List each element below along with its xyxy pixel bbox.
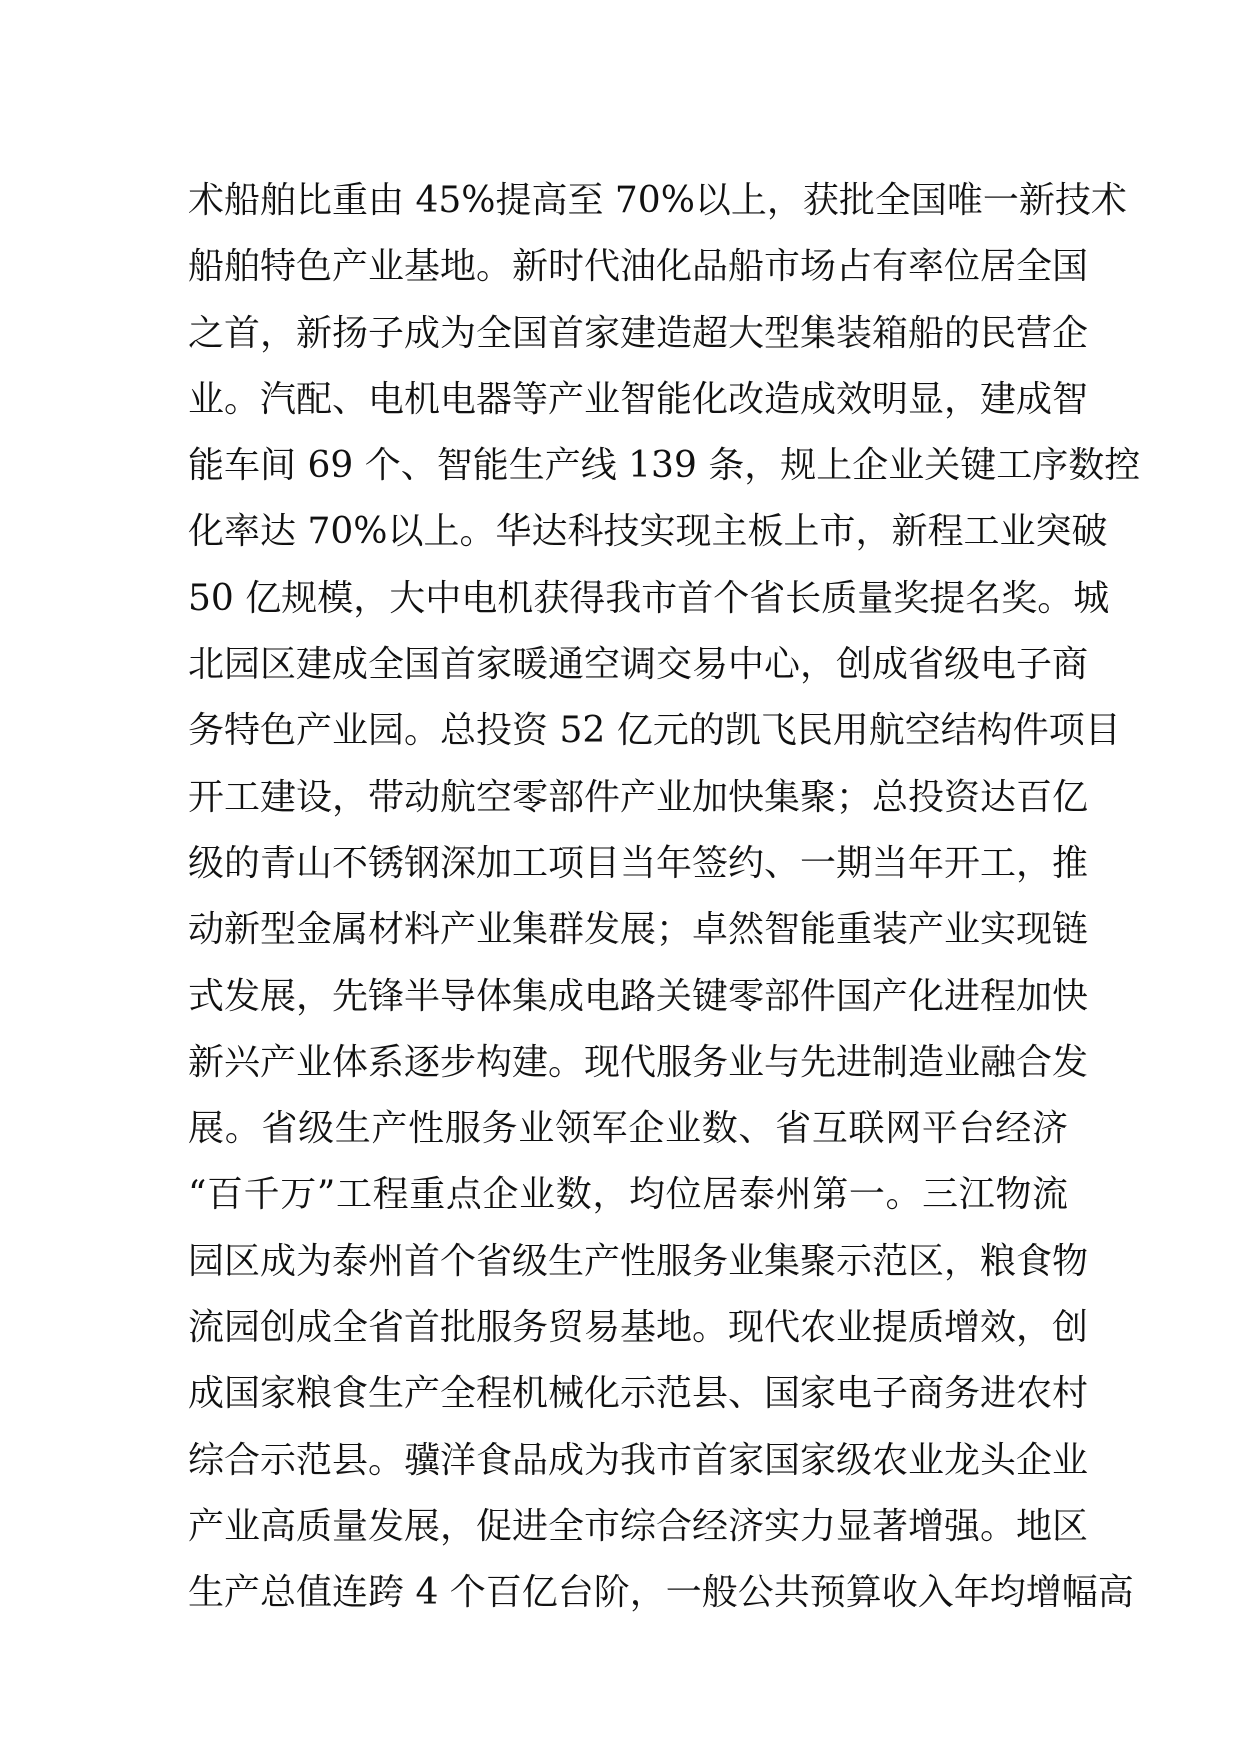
text-line: 综合示范县。骥洋食品成为我市首家国家级农业龙头企业: [188, 1439, 1089, 1481]
text-line: 50 亿规模，大中电机获得我市首个省长质量奖提名奖。城: [188, 577, 1110, 619]
text-line: 展。省级生产性服务业领军企业数、省互联网平台经济: [188, 1108, 1068, 1150]
text-line: 术船舶比重由 45%提高至 70%以上，获批全国唯一新技术: [188, 180, 1127, 221]
text-line: 式发展，先锋半导体集成电路关键零部件国产化进程加快: [188, 975, 1089, 1017]
text-line: 成国家粮食生产全程机械化示范县、国家电子商务进农村: [188, 1373, 1089, 1415]
text-line: 务特色产业园。总投资 52 亿元的凯飞民用航空结构件项目: [188, 710, 1121, 752]
text-line: 产业高质量发展，促进全市综合经济实力显著增强。地区: [188, 1505, 1089, 1547]
body-text: [188, 168, 1141, 1627]
text-line: “百千万”工程重点企业数，均位居泰州第一。三江物流: [188, 1174, 1068, 1216]
text-line: 业。汽配、电机电器等产业智能化改造成效明显，建成智: [188, 378, 1089, 420]
text-line: 新兴产业体系逐步构建。现代服务业与先进制造业融合发: [188, 1041, 1089, 1083]
text-line: 开工建设，带动航空零部件产业加快集聚；总投资达百亿: [188, 776, 1089, 818]
text-line: 生产总值连跨 4 个百亿台阶，一般公共预算收入年均增幅高: [188, 1572, 1134, 1614]
text-line: 动新型金属材料产业集群发展；卓然智能重装产业实现链: [188, 909, 1089, 951]
text-line: 北园区建成全国首家暖通空调交易中心，创成省级电子商: [188, 644, 1089, 686]
text-line: 园区成为泰州首个省级生产性服务业集聚示范区，粮食物: [188, 1240, 1089, 1282]
text-line: 能车间 69 个、智能生产线 139 条，规上企业关键工序数控: [188, 445, 1141, 487]
text-line: 化率达 70%以上。华达科技实现主板上市，新程工业突破: [188, 511, 1108, 553]
text-line: 之首，新扬子成为全国首家建造超大型集装箱船的民营企: [188, 312, 1089, 354]
text-line: 流园创成全省首批服务贸易基地。现代农业提质增效，创: [188, 1307, 1089, 1349]
text-line: 船舶特色产业基地。新时代油化品船市场占有率位居全国: [188, 246, 1089, 288]
text-line: 级的青山不锈钢深加工项目当年签约、一期当年开工，推: [188, 842, 1089, 884]
